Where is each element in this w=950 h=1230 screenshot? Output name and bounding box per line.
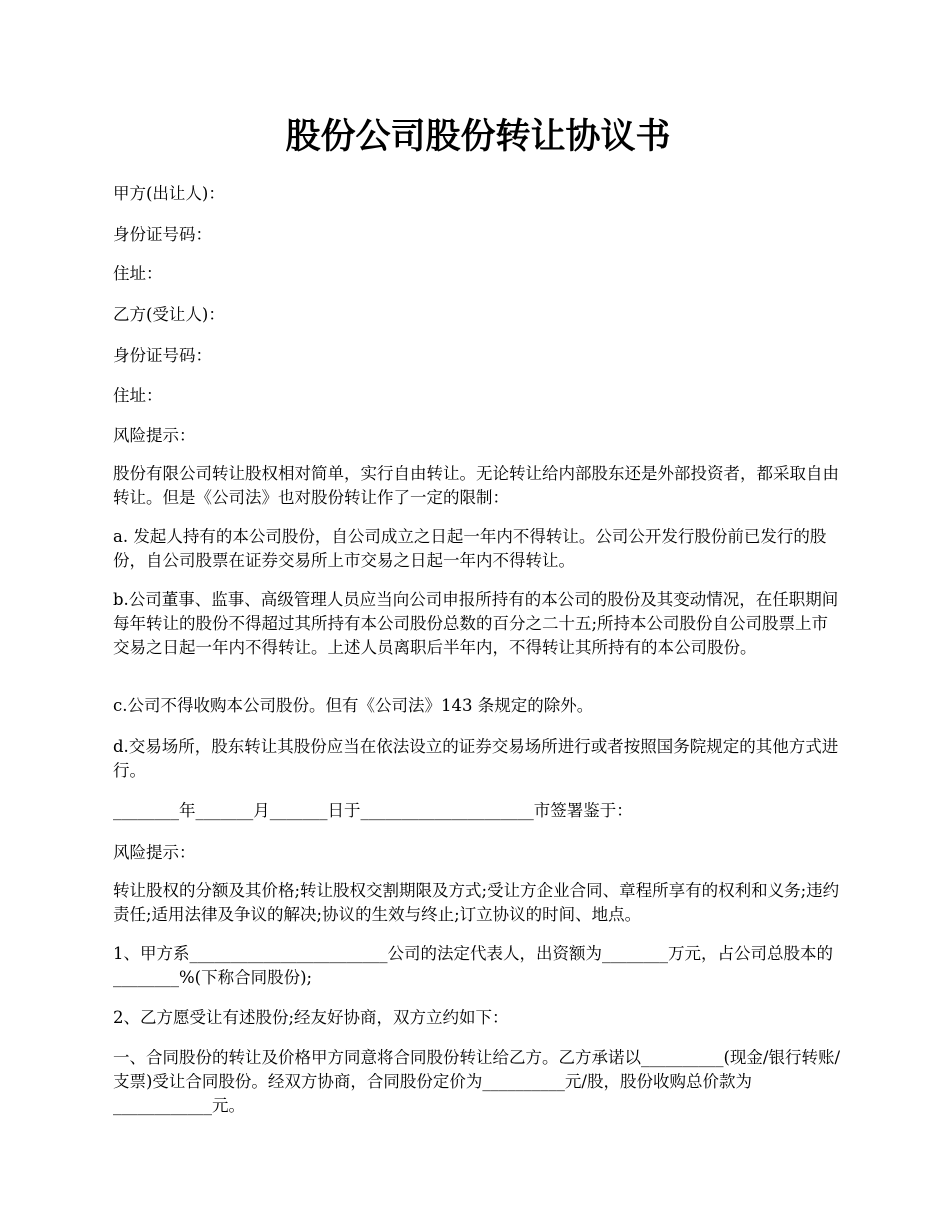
signing-date-place-line: ________年_______月_______日于_____________________市签署鉴于： <box>113 801 633 820</box>
risk-notice-heading-2: 风险提示： <box>113 843 196 862</box>
party-b-address-label: 住址： <box>113 386 163 405</box>
agreement-elements: 转让股权的分额及其价格;转让股权交割期限及方式;受让方企业合同、章程所享有的权利和义务;违约责任;适用法律及争议的解决;协议的生效与终止;订立协议的时间、地点。 <box>113 881 840 924</box>
party-a-address-label: 住址： <box>113 264 163 283</box>
party-b-id-label: 身份证号码： <box>113 346 212 365</box>
document-title: 股份公司股份转让协议书 <box>285 116 671 157</box>
restriction-a: a. 发起人持有的本公司股份，自公司成立之日起一年内不得转让。公司公开发行股份前已发行的股份，自公司股票在证券交易所上市交易之日起一年内不得转让。 <box>113 527 827 570</box>
party-a-label: 甲方(出让人)： <box>113 184 225 203</box>
article-1-transfer-price: 一、合同股份的转让及价格甲方同意将合同股份转让给乙方。乙方承诺以__________(现金/银行转账/支票)受让合同股份。经双方协商，合同股份定价为__________元/股，股份收购总价款为____________元。 <box>113 1048 841 1115</box>
share-transfer-intro: 股份有限公司转让股权相对简单，实行自由转让。无论转让给内部股东还是外部投资者，都采取自由转让。但是《公司法》也对股份转让作了一定的限制： <box>113 464 839 507</box>
restriction-b: b.公司董事、监事、高级管理人员应当向公司申报所持有的本公司的股份及其变动情况，在任职期间每年转让的股份不得超过其所持有本公司股份总数的百分之二十五;所持本公司股份自公司股票上市交易之日起一年内不得转让。上述人员离职后半年内，不得转让其所持有的本公司股份。 <box>113 590 839 657</box>
restriction-c: c.公司不得收购本公司股份。但有《公司法》143 条规定的除外。 <box>113 696 594 715</box>
risk-notice-heading: 风险提示： <box>113 426 196 445</box>
restriction-d: d.交易场所，股东转让其股份应当在依法设立的证券交易场所进行或者按照国务院规定的其他方式进行。 <box>113 737 839 780</box>
clause-1: 1、甲方系________________________公司的法定代表人，出资额为________万元，占公司总股本的________%(下称合同股份); <box>113 944 833 987</box>
clause-2: 2、乙方愿受让有述股份;经友好协商，双方立约如下： <box>113 1008 509 1027</box>
party-b-label: 乙方(受让人)： <box>113 305 225 324</box>
party-a-id-label: 身份证号码： <box>113 225 212 244</box>
